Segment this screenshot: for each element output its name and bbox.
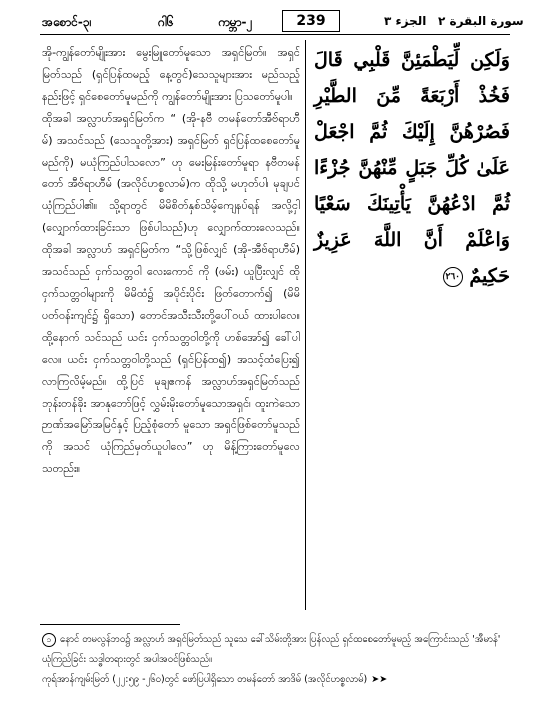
header-divider xyxy=(40,34,510,35)
header-surah: سورة البقرة ٢ xyxy=(438,14,524,28)
footnote-divider xyxy=(40,624,180,625)
translation-column xyxy=(42,42,300,480)
footnote xyxy=(42,630,510,690)
ayah-number-marker: ٢٦٠ xyxy=(443,267,463,287)
header-part: ကမ္ဘာ-၂ xyxy=(218,15,253,29)
footnote-line: ၁ နောင် တမလွန်ဘဝ၌ အလ္လာဟ် အရှင်မြတ်သည် သူသေ ခေါ်သိမ်းတို့အား ပြန်လည် ရှင်ထစေတော်မူမည့် အကြောင်းသည် 'အီမာန်' ယုံကြည်ခြင်း သဒ္ဓါတရားတွင် အပါအဝင်ဖြစ်သည်။ xyxy=(42,634,501,665)
translation-paragraph: ထိုအခါ အလ္လာဟ်အရှင်မြတ်က “ (အို-နဗီ တမန်တော်အီဗ်ရာဟီမ်) အသင်သည် (သေသူတို့အား) အရှင်မြတ် ရှင်ပြန်ထစေတော်မူမည်ကို) မယုံကြည်ပါသလော” ဟု မေးမြန်းတော်မူရာ နဗီတမန်တော် အီဗ်ရာဟီမ် (အလိုင်ဟစ္စလာမ်)က ထိုသို့ မဟုတ်ပါ၊ မုချပင်ယုံကြည်ပါ၏။ သို့ရာတွင် မိမိစိတ်နှစ်သိမ့်ကျေနပ်ရန် အလို့ငှါ (လျှောက်ထားခြင်းသာ ဖြစ်ပါသည်)ဟု လျှောက်ထားလေသည်။ ထိုအခါ အလ္လာဟ် အရှင်မြတ်က “သို့ဖြစ်လျှင် (အို-အီဗ်ရာဟီမ်) အသင်သည် ငှက်သတ္တဝါ လေးကောင် ကို (ဖမ်း) ယူပြီးလျှင် ထိုငှက်သတ္တဝါများကို မိမိထံ၌ အပိုင်းပိုင်း ဖြတ်တောက်၍ (မိမိပတ်ဝန်းကျင်၌ ရှိသော) တောင်အသီးသီးတို့ပေါ်ဝယ် ထားပါလေ။ ထို့နောက် သင်သည် ယင်း ငှက်သတ္တဝါတို့ကို ဟစ်အော်၍ ခေါ်ပါလေ။ ယင်း ငှက်သတ္တဝါတို့သည် (ရှင်ပြန်ထ၍) အသင့်ထံပြေး၍ လာကြလိမ့်မည်။ ထို့ပြင် မုချဧကန် အလ္လာဟ်အရှင်မြတ်သည် ဘုန်းတန်ခိုး အာနုဘော်ဖြင့် လွှမ်းမိုးတော်မူသောအရှင်၊ ထူးကဲသော ဉာဏ်အမြော်အမြင်နှင့် ပြည့်စုံတော် မူသော အရှင်ဖြစ်တော်မူသည်ကို အသင် ယုံကြည်မှတ်ယူပါလေ” ဟု မိန့်ကြားတော်မူလေသတည်း။ xyxy=(42,111,300,476)
translation-paragraph: အို-ကျွန်တော်မျိုးအား မွေးမြူတော်မူသော အရှင်မြတ်။ အရှင်မြတ်သည် (ရှင်ပြန်ထမည့် နေ့တွင်)သေသူများအား မည်သည့်နည်းဖြင့် ရှင်စေတော်မူမည်ကို ကျွန်တော်မျိုးအား ပြသတော်မူပါ။ xyxy=(42,46,300,103)
column-divider xyxy=(305,40,306,610)
footnote-marker: ၁ xyxy=(42,633,56,647)
arabic-verse-column xyxy=(314,42,510,294)
footnote-line: ကုရ်အာန်ကျမ်းမြတ် (၂၂:၅၉ -၂၆၀)တွင် ဖော်ပြပါရှိသော တမန်တော် အာဒိမ် (အလိုင်ဟစ္စလာမ်) ➤➤ xyxy=(42,674,388,685)
page-number: 239 xyxy=(282,10,340,32)
header-juz: الجزء ٣ xyxy=(384,14,427,28)
page-header xyxy=(40,12,524,32)
arabic-verse-text: وَلَكِن لِّيَطْمَئِنَّ قَلْبِي قَالَ فَخُذْ أَرْبَعَةً مِّنَ الطَّيْرِ فَصُرْهُنَّ إِلَيْكَ ثُمَّ اجْعَلْ عَلَىٰ كُلِّ جَبَلٍ مِّنْهُنَّ جُزْءًا ثُمَّ ادْعُهُنَّ يَأْتِينَكَ سَعْيًا وَاعْلَمْ أَنَّ اللَّهَ عَزِيزٌ حَكِيمٌ xyxy=(314,49,510,287)
header-volume: အစောင်-၃၊ xyxy=(42,15,92,29)
continue-arrow-icon: ➤➤ xyxy=(371,674,388,685)
header-section: ဂါ၆ xyxy=(158,15,174,29)
